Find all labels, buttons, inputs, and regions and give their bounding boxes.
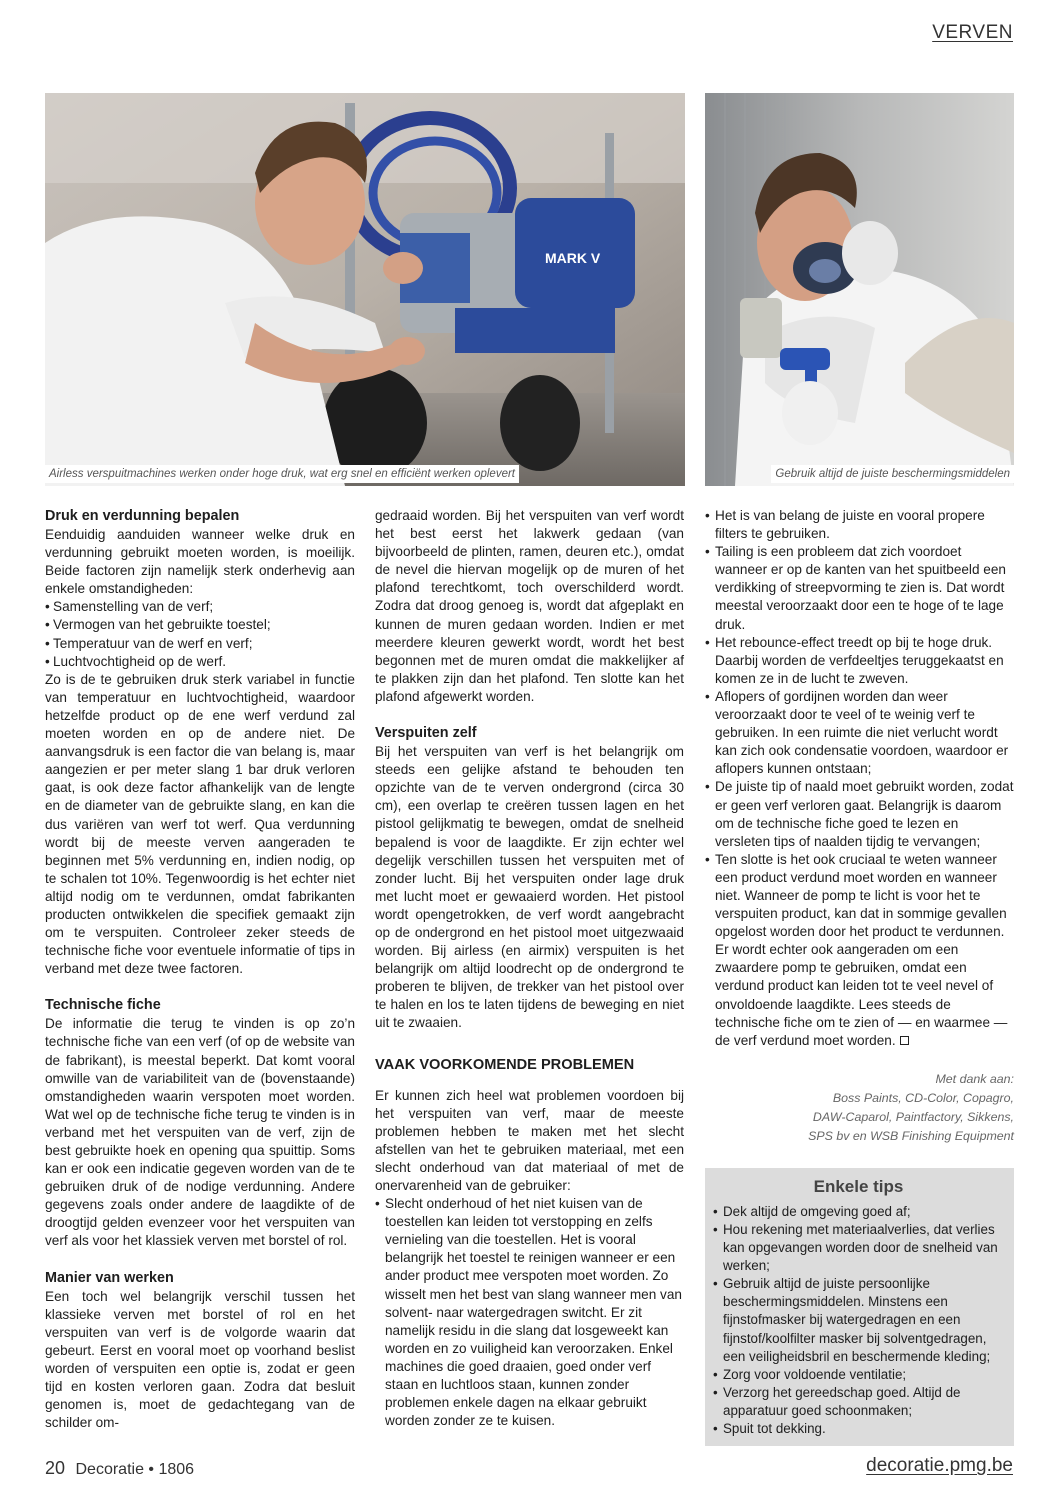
column-1 xyxy=(45,507,355,1432)
photo-caption-right: Gebruik altijd de juiste beschermingsmiddelen xyxy=(771,465,1014,483)
list-item: • Vermogen van het gebruikte toestel; xyxy=(45,616,355,634)
tip-item: • Hou rekening met materiaalverlies, dat verlies kan opgevangen worden door de snelheid van werken; xyxy=(713,1221,1004,1275)
tip-item: • Verzorg het gereedschap goed. Altijd de apparatuur goed schoonmaken; xyxy=(713,1384,1004,1420)
website-link[interactable]: decoratie.pmg.be xyxy=(866,1455,1013,1476)
paragraph: Bij het verspuiten van verf is het belangrijk om steeds een gelijke afstand te behouden ten opzichte van de te verven ondergrond (circa 30 cm), een overlap te creëren tussen lagen en het pistool gelijkmatig te bewegen, omdat de snelheid bepalend is voor de laagdikte. Er zijn echter wel degelijk verschillen tussen het verspuiten met of zonder lucht. Bij het verspuiten onder lage druk met lucht moet er gewaaierd worden. Het pistool wordt opengetrokken, de verf wordt aangebracht op de ondergrond en het pistool moet uitgezwaaid worden. Bij airless (en airmix) verspuiten is het belangrijk om altijd loodrecht op de ondergrond te proberen te blijven, de trekker van het pistool over te halen en los te laten tijdens de beweging en niet uit te zwaaien. xyxy=(375,744,684,1031)
machine-label: MARK V xyxy=(545,250,601,266)
tips-box xyxy=(705,1168,1014,1446)
heading-problemen: VAAK VOORKOMENDE PROBLEMEN xyxy=(375,1056,635,1073)
paragraph: Er kunnen zich heel wat problemen voordoen bij het verspuiten van verf, maar de meeste problemen hebben te maken met het slecht afstellen van het te gebruiken materiaal, met een slecht onderhoud van dat materiaal of met de onervarenheid van de gebruiker: xyxy=(375,1087,684,1193)
heading-technische-fiche: Technische fiche xyxy=(45,997,161,1014)
thanks-line: Boss Paints, CD-Color, Copagro, xyxy=(832,1090,1014,1105)
tip-item: • Spuit tot dekking. xyxy=(713,1420,1004,1438)
tip-item: • Dek altijd de omgeving goed af; xyxy=(713,1203,1004,1221)
magazine-issue: Decoratie • 1806 xyxy=(75,1461,195,1478)
column-3 xyxy=(705,507,1014,1446)
heading-verspuiten-zelf: Verspuiten zelf xyxy=(375,725,477,742)
problems-list-continued xyxy=(705,507,1014,1050)
paragraph: gedraaid worden. Bij het verspuiten van verf wordt het best eerst het lakwerk gedaan (van bijvoorbeeld de plinten, ramen, deuren etc.), omdat de nevel die hiervan mogelijk op de muren of het plafond terechtkomt, toch overschilderd wordt. Zodra dat droog genoeg is, wordt dat afgeplakt en kunnen de muren gedaan worden. Indien er met meerdere kleuren gewerkt wordt, wordt het best begonnen met de muren omdat die makkelijker af te plakken zijn dan het plafond. Ten slotte kan het plafond afgewerkt worden. xyxy=(375,508,684,704)
list-item xyxy=(705,851,1014,1050)
list-item: • Het is van belang de juiste en vooral propere filters te gebruiken. xyxy=(705,507,1014,543)
photo-airless-machine xyxy=(45,93,685,486)
section-label: VERVEN xyxy=(932,22,1013,43)
paragraph: Eenduidig aanduiden wanneer welke druk en verdunning gebruikt moeten worden, is moeilijk. Beide factoren zijn namelijk sterk onderhevig aan enkele omstandigheden: xyxy=(45,527,355,597)
acknowledgements xyxy=(705,1070,1014,1146)
paragraph: De informatie die terug te vinden is op zo’n technische fiche van een verf (of op de website van de fabrikant), is meestal beperkt. Dat komt vooral omwille van de variabiliteit van de (bovenstaande) omstandigheden waarin verspoten moet worden. Wat wel op de technische fiche terug te vinden is in verband met het verspuiten van de verf, zijn de best gebruikte hoek en opening qua spuittip. Soms kan er ook een indicatie gegeven worden van de te gebruiken druk of de nodige verdunning. Andere gegevens zoals onder andere de laagdikte of de droogtijd gelden evenzeer voor het verspuiten van verf als voor het klassiek verven met borstel of rol. xyxy=(45,1016,355,1249)
thanks-line: SPS bv en WSB Finishing Equipment xyxy=(808,1128,1014,1143)
thanks-line: DAW-Caparol, Paintfactory, Sikkens, xyxy=(812,1109,1014,1124)
thanks-title: Met dank aan: xyxy=(935,1071,1014,1086)
page-number: 20 xyxy=(45,1458,66,1478)
tips-title: Enkele tips xyxy=(813,1176,904,1196)
end-of-article-icon xyxy=(900,1036,909,1045)
list-item: • Tailing is een probleem dat zich voordoet wanneer er op de kanten van het spuitbeeld een verdikking of streepvorming te zien is. Dat wordt meestal veroorzaakt door een te hoge of te lage druk. xyxy=(705,543,1014,633)
list-item: • Het rebounce-effect treedt op bij te hoge druk. Daarbij worden de verfdeeltjes teruggekaatst en komen ze in de lucht te zweven. xyxy=(705,634,1014,688)
tip-item: • Gebruik altijd de juiste persoonlijke beschermingsmiddelen. Minstens een fijnstofmasker bij watergedragen en een fijnstof/koolfilter masker bij solventgedragen, een veiligheidsbril en beschermende kleding; xyxy=(713,1275,1004,1365)
list-item: • Slecht onderhoud of het niet kuisen van de toestellen kan leiden tot verstopping en zelfs vernieling van die toestellen. Het is vooral belangrijk het toestel te reinigen wanneer er een ander product mee verspoten moet worden. Zo wisselt men het best van slang wanneer men van solvent- naar watergedragen switcht. Er zit namelijk residu in die slang dat losgeweekt kan worden en zo vuiligheid kan veroorzaken. Enkel machines die goed draaien, goed onder verf staan en luchtloos staan, kunnen zonder problemen enkele dagen na elkaar gebruikt worden zonder ze te kuisen. xyxy=(375,1195,684,1430)
paragraph: Een toch wel belangrijk verschil tussen het klassieke verven met borstel of rol en het verspuiten van verf is de volgorde waarin dat gebeurt. Eerst en vooral moet op voorhand beslist worden of verspuiten een optie is, zodat er geen tijd en kosten verloren gaan. Zodra dat besluit genomen is, moet de gedachtegang van de schilder om- xyxy=(45,1288,355,1431)
list-item: • De juiste tip of naald moet gebruikt worden, zodat er geen verf verloren gaat. Belangrijk is daarom om de technische fiche goed te lezen en versleten tips of naalden tijdig te vervangen; xyxy=(705,778,1014,850)
paragraph: Zo is de te gebruiken druk sterk variabel in functie van temperatuur en luchtvochtigheid, waardoor hetzelfde product op de ene werf verdund zal moeten worden en op de andere niet. De aanvangsdruk is een factor die van belang is, maar aangezien er per meter slang 1 bar druk verloren gaat, is ook deze factor afhankelijk van de lengte en de diameter van de gebruikte slang, en kan die dus variëren van werf tot werf. Qua verdunning wordt bij de meeste verven aangeraden te beginnen met 5% verdunning en, indien nodig, op te schalen tot 10%. Tegenwoordig is het echter niet altijd nodig om te verdunnen, omdat fabrikanten producten ontwikkelen die specifiek gemaakt zijn om te verspuiten. Controleer zeker steeds de technische fiche voor eventuele informatie of tips in verband met deze twee factoren. xyxy=(45,671,355,977)
list-item: • Samenstelling van de verf; xyxy=(45,598,355,616)
conditions-list xyxy=(45,598,355,670)
tips-list xyxy=(713,1203,1004,1438)
footer-left xyxy=(45,1458,194,1479)
list-item: • Luchtvochtigheid op de werf. xyxy=(45,653,355,671)
tip-item: • Zorg voor voldoende ventilatie; xyxy=(713,1366,1004,1384)
heading-druk-verdunning: Druk en verdunning bepalen xyxy=(45,508,240,524)
photo-caption-left: Airless verspuitmachines werken onder hoge druk, wat erg snel en efficiënt werken oplevert xyxy=(45,465,519,483)
list-item: • Temperatuur van de werf en verf; xyxy=(45,635,355,653)
problems-list xyxy=(375,1195,684,1430)
column-2 xyxy=(375,507,684,1430)
photo-protective-gear xyxy=(705,93,1014,486)
heading-manier-van-werken: Manier van werken xyxy=(45,1269,174,1286)
list-item: • Aflopers of gordijnen worden dan weer veroorzaakt door te veel of te weinig verf te gebruiken. In een ruimte die niet verlucht wordt kan zich ook condensatie voordoen, waardoor er aflopers kunnen ontstaan; xyxy=(705,688,1014,778)
list-item-text: Ten slotte is het ook cruciaal te weten wanneer een product verdund moet worden en wanneer niet. Wanneer de pomp te licht is voor het te verspuiten product, kan dat in sommige gevallen opgelost worden door het product te verdunnen. Er wordt echter ook aangeraden om een zwaardere pomp te gebruiken, omdat een verdund product kan leiden tot te veel nevel of onvoldoende laagdikte. Lees steeds de technische fiche om te zien of — en waarmee — de verf verdund moet worden. xyxy=(715,851,1008,1048)
